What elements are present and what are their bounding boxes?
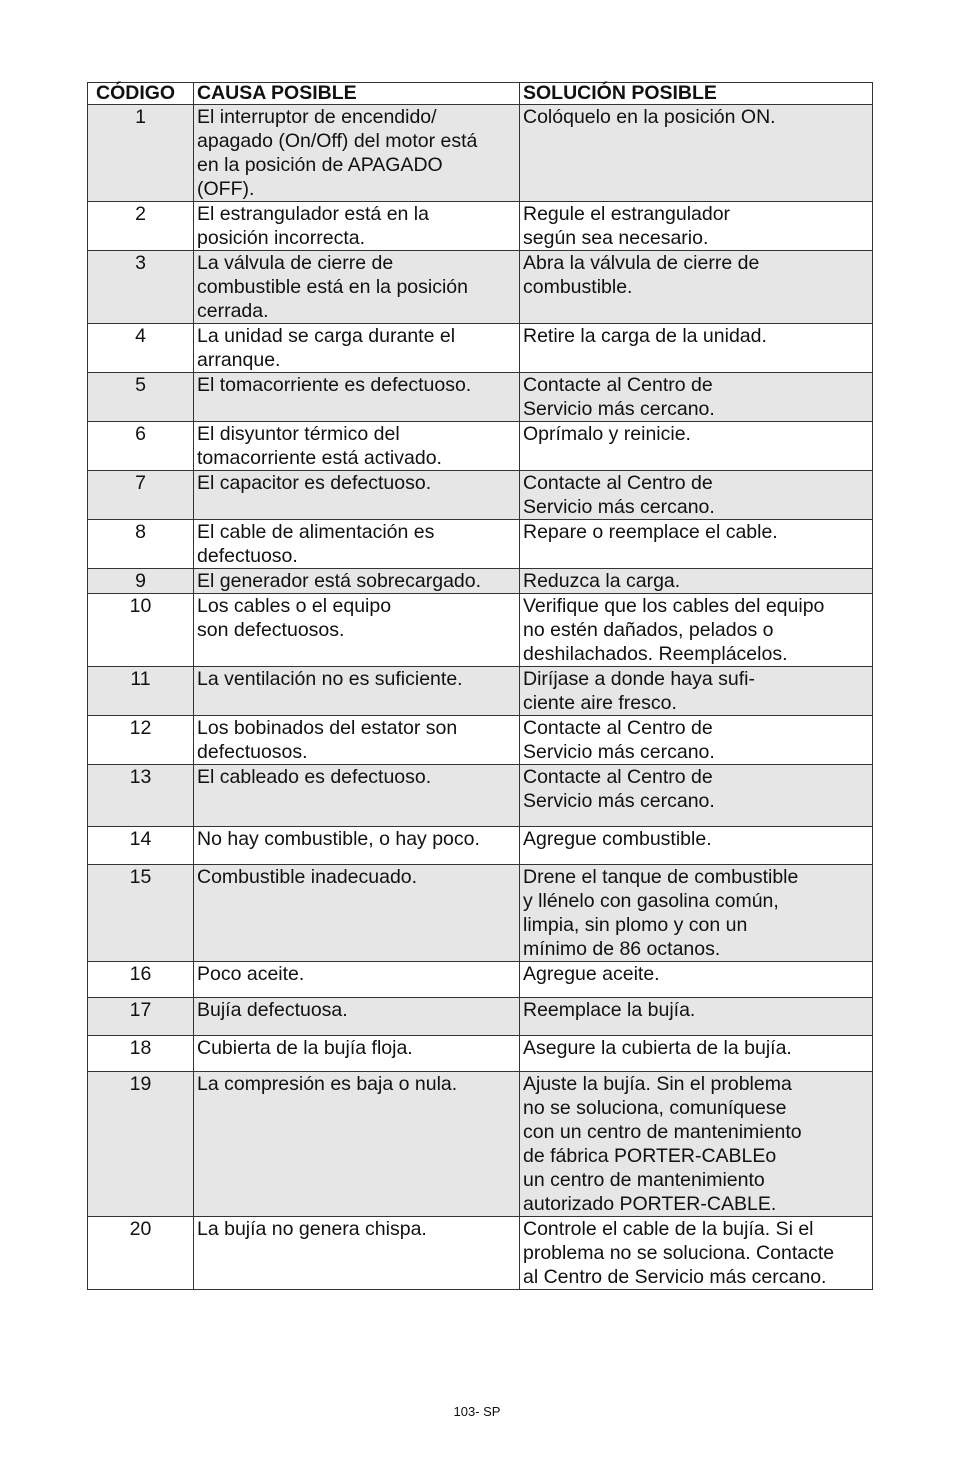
cell-cause: El generador está sobrecargado. (194, 569, 520, 594)
table-row (88, 373, 873, 422)
cell-code: 6 (88, 422, 194, 471)
cell-cause: El cableado es defectuoso. (194, 765, 520, 827)
cell-solution: Verifique que los cables del equipo no estén dañados, pelados o deshilachados. Reemplácelos. (520, 594, 873, 667)
cell-code: 4 (88, 324, 194, 373)
table-row (88, 865, 873, 962)
cell-cause: El cable de alimentación es defectuoso. (194, 520, 520, 569)
cell-cause: Cubierta de la bujía floja. (194, 1036, 520, 1072)
cell-cause: La compresión es baja o nula. (194, 1072, 520, 1217)
cell-solution: Contacte al Centro de Servicio más cercano. (520, 765, 873, 827)
cell-cause: La válvula de cierre de combustible está en la posición cerrada. (194, 251, 520, 324)
cell-solution: Contacte al Centro de Servicio más cercano. (520, 373, 873, 422)
cell-cause: El estrangulador está en la posición incorrecta. (194, 202, 520, 251)
table-row (88, 324, 873, 373)
cell-cause: El tomacorriente es defectuoso. (194, 373, 520, 422)
cell-code: 10 (88, 594, 194, 667)
table-row (88, 251, 873, 324)
cell-solution: Colóquelo en la posición ON. (520, 105, 873, 202)
table-body (88, 105, 873, 1290)
table-row (88, 962, 873, 998)
table-row (88, 716, 873, 765)
cell-solution: Agregue aceite. (520, 962, 873, 998)
cell-solution: Abra la válvula de cierre de combustible. (520, 251, 873, 324)
table-row (88, 422, 873, 471)
cell-code: 2 (88, 202, 194, 251)
cell-cause: Poco aceite. (194, 962, 520, 998)
table-header-row (88, 83, 873, 105)
cell-solution: Reemplace la bujía. (520, 998, 873, 1036)
table-row (88, 594, 873, 667)
cell-code: 17 (88, 998, 194, 1036)
cell-code: 15 (88, 865, 194, 962)
cell-code: 13 (88, 765, 194, 827)
table-row (88, 520, 873, 569)
cell-cause: Los cables o el equipo son defectuosos. (194, 594, 520, 667)
table-row (88, 765, 873, 827)
table-row (88, 1072, 873, 1217)
cell-solution: Agregue combustible. (520, 827, 873, 865)
cell-solution: Diríjase a donde haya sufi- ciente aire fresco. (520, 667, 873, 716)
cell-solution: Ajuste la bujía. Sin el problema no se soluciona, comuníquese con un centro de mantenimiento de fábrica PORTER-CABLEo un centro de mantenimiento autorizado PORTER-CABLE. (520, 1072, 873, 1217)
cell-solution: Repare o reemplace el cable. (520, 520, 873, 569)
cell-cause: No hay combustible, o hay poco. (194, 827, 520, 865)
header-code: CÓDIGO (88, 83, 194, 105)
cell-code: 11 (88, 667, 194, 716)
cell-code: 9 (88, 569, 194, 594)
cell-solution: Asegure la cubierta de la bujía. (520, 1036, 873, 1072)
header-cause: CAUSA POSIBLE (194, 83, 520, 105)
table-row (88, 1036, 873, 1072)
page-number: 103- SP (453, 1404, 501, 1419)
table-row (88, 1217, 873, 1290)
cell-code: 3 (88, 251, 194, 324)
cell-cause: Los bobinados del estator son defectuosos. (194, 716, 520, 765)
cell-solution: Oprímalo y reinicie. (520, 422, 873, 471)
table-row (88, 105, 873, 202)
table-row (88, 471, 873, 520)
cell-code: 5 (88, 373, 194, 422)
cell-solution: Drene el tanque de combustible y llénelo con gasolina común, limpia, sin plomo y con un mínimo de 86 octanos. (520, 865, 873, 962)
cell-cause: El interruptor de encendido/ apagado (On/Off) del motor está en la posición de APAGADO (OFF). (194, 105, 520, 202)
cell-cause: La ventilación no es suficiente. (194, 667, 520, 716)
table-row (88, 569, 873, 594)
header-solution: SOLUCIÓN POSIBLE (520, 83, 873, 105)
cell-solution: Contacte al Centro de Servicio más cercano. (520, 471, 873, 520)
cell-cause: El capacitor es defectuoso. (194, 471, 520, 520)
cell-code: 16 (88, 962, 194, 998)
cell-cause: El disyuntor térmico del tomacorriente está activado. (194, 422, 520, 471)
cell-code: 14 (88, 827, 194, 865)
cell-code: 7 (88, 471, 194, 520)
cell-solution: Retire la carga de la unidad. (520, 324, 873, 373)
cell-cause: Bujía defectuosa. (194, 998, 520, 1036)
cell-cause: La unidad se carga durante el arranque. (194, 324, 520, 373)
cell-solution: Regule el estrangulador según sea necesario. (520, 202, 873, 251)
troubleshooting-table (87, 82, 873, 1290)
cell-solution: Contacte al Centro de Servicio más cercano. (520, 716, 873, 765)
cell-cause: La bujía no genera chispa. (194, 1217, 520, 1290)
cell-cause: Combustible inadecuado. (194, 865, 520, 962)
table-row (88, 998, 873, 1036)
cell-solution: Controle el cable de la bujía. Si el problema no se soluciona. Contacte al Centro de Servicio más cercano. (520, 1217, 873, 1290)
table-row (88, 827, 873, 865)
cell-code: 12 (88, 716, 194, 765)
cell-code: 1 (88, 105, 194, 202)
cell-code: 18 (88, 1036, 194, 1072)
table-row (88, 202, 873, 251)
cell-code: 8 (88, 520, 194, 569)
cell-solution: Reduzca la carga. (520, 569, 873, 594)
cell-code: 20 (88, 1217, 194, 1290)
table-row (88, 667, 873, 716)
cell-code: 19 (88, 1072, 194, 1217)
